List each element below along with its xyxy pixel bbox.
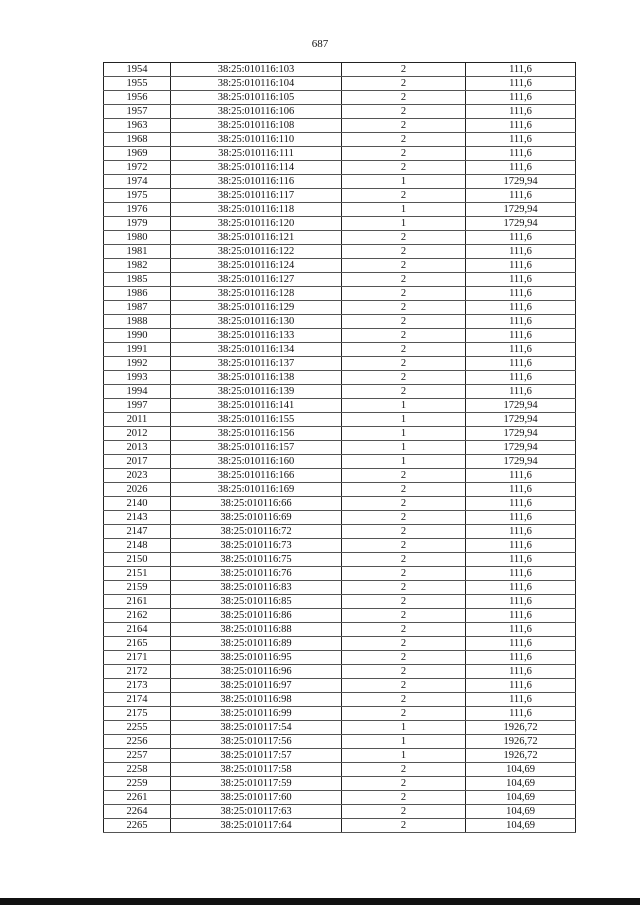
category-cell: 1 [342,721,466,735]
table-row [104,707,576,721]
table-row [104,567,576,581]
row-number-cell: 2174 [104,693,171,707]
table-row [104,679,576,693]
area-cell: 111,6 [466,91,576,105]
area-cell: 111,6 [466,63,576,77]
category-cell: 2 [342,497,466,511]
category-cell: 2 [342,623,466,637]
cadastral-number-cell: 38:25:010117:59 [171,777,342,791]
cadastral-number-cell: 38:25:010116:157 [171,441,342,455]
area-cell: 111,6 [466,609,576,623]
area-cell: 111,6 [466,231,576,245]
row-number-cell: 1986 [104,287,171,301]
category-cell: 2 [342,637,466,651]
area-cell: 111,6 [466,161,576,175]
table-row [104,105,576,119]
area-cell: 111,6 [466,273,576,287]
category-cell: 2 [342,777,466,791]
table-row [104,399,576,413]
category-cell: 1 [342,455,466,469]
row-number-cell: 1974 [104,175,171,189]
category-cell: 1 [342,399,466,413]
area-cell: 111,6 [466,693,576,707]
category-cell: 2 [342,91,466,105]
table-row [104,455,576,469]
category-cell: 2 [342,511,466,525]
area-cell: 111,6 [466,301,576,315]
row-number-cell: 2147 [104,525,171,539]
area-cell: 111,6 [466,581,576,595]
category-cell: 2 [342,385,466,399]
row-number-cell: 1957 [104,105,171,119]
table-row [104,525,576,539]
table-row [104,301,576,315]
table-row [104,385,576,399]
cadastral-number-cell: 38:25:010116:73 [171,539,342,553]
cadastral-number-cell: 38:25:010116:88 [171,623,342,637]
area-cell: 111,6 [466,707,576,721]
table-row [104,217,576,231]
table-row [104,273,576,287]
table-row [104,819,576,833]
category-cell: 2 [342,763,466,777]
category-cell: 1 [342,217,466,231]
cadastral-number-cell: 38:25:010116:97 [171,679,342,693]
area-cell: 111,6 [466,637,576,651]
cadastral-number-cell: 38:25:010116:75 [171,553,342,567]
table-row [104,315,576,329]
category-cell: 1 [342,441,466,455]
table-row [104,749,576,763]
cadastral-number-cell: 38:25:010116:104 [171,77,342,91]
category-cell: 2 [342,679,466,693]
cadastral-number-cell: 38:25:010116:117 [171,189,342,203]
area-cell: 1729,94 [466,217,576,231]
row-number-cell: 1956 [104,91,171,105]
cadastral-number-cell: 38:25:010117:57 [171,749,342,763]
cadastral-number-cell: 38:25:010116:106 [171,105,342,119]
cadastral-number-cell: 38:25:010116:83 [171,581,342,595]
area-cell: 111,6 [466,259,576,273]
cadastral-number-cell: 38:25:010116:108 [171,119,342,133]
category-cell: 2 [342,707,466,721]
cadastral-number-cell: 38:25:010116:169 [171,483,342,497]
area-cell: 111,6 [466,511,576,525]
row-number-cell: 2023 [104,469,171,483]
table-body [104,63,576,833]
area-cell: 111,6 [466,105,576,119]
cadastral-number-cell: 38:25:010116:155 [171,413,342,427]
table-row [104,119,576,133]
table-row [104,329,576,343]
cadastral-number-cell: 38:25:010116:66 [171,497,342,511]
table-row [104,427,576,441]
category-cell: 1 [342,427,466,441]
row-number-cell: 2140 [104,497,171,511]
table-row [104,371,576,385]
row-number-cell: 1994 [104,385,171,399]
category-cell: 2 [342,819,466,833]
cadastral-number-cell: 38:25:010116:133 [171,329,342,343]
cadastral-number-cell: 38:25:010116:166 [171,469,342,483]
table-row [104,539,576,553]
row-number-cell: 2255 [104,721,171,735]
category-cell: 2 [342,63,466,77]
cadastral-number-cell: 38:25:010116:128 [171,287,342,301]
area-cell: 111,6 [466,665,576,679]
area-cell: 111,6 [466,329,576,343]
category-cell: 1 [342,749,466,763]
cadastral-number-cell: 38:25:010116:95 [171,651,342,665]
table-row [104,91,576,105]
area-cell: 104,69 [466,777,576,791]
cadastral-number-cell: 38:25:010116:121 [171,231,342,245]
category-cell: 1 [342,413,466,427]
cadastral-number-cell: 38:25:010117:64 [171,819,342,833]
table-row [104,651,576,665]
category-cell: 2 [342,119,466,133]
table-row [104,805,576,819]
category-cell: 2 [342,693,466,707]
row-number-cell: 2017 [104,455,171,469]
area-cell: 1729,94 [466,455,576,469]
table-row [104,511,576,525]
cadastral-number-cell: 38:25:010116:141 [171,399,342,413]
table-row [104,595,576,609]
area-cell: 111,6 [466,287,576,301]
scan-bottom-edge [0,898,640,905]
row-number-cell: 2259 [104,777,171,791]
row-number-cell: 2264 [104,805,171,819]
category-cell: 2 [342,231,466,245]
cadastral-number-cell: 38:25:010116:156 [171,427,342,441]
category-cell: 2 [342,651,466,665]
row-number-cell: 1992 [104,357,171,371]
area-cell: 111,6 [466,385,576,399]
area-cell: 111,6 [466,343,576,357]
area-cell: 111,6 [466,147,576,161]
category-cell: 2 [342,329,466,343]
table-row [104,147,576,161]
table-row [104,175,576,189]
row-number-cell: 1991 [104,343,171,357]
cadastral-number-cell: 38:25:010117:58 [171,763,342,777]
category-cell: 2 [342,609,466,623]
table-row [104,693,576,707]
area-cell: 111,6 [466,315,576,329]
cadastral-number-cell: 38:25:010116:69 [171,511,342,525]
row-number-cell: 2013 [104,441,171,455]
cadastral-number-cell: 38:25:010116:85 [171,595,342,609]
table-row [104,483,576,497]
table-row [104,413,576,427]
area-cell: 104,69 [466,791,576,805]
category-cell: 1 [342,735,466,749]
category-cell: 2 [342,301,466,315]
category-cell: 2 [342,287,466,301]
category-cell: 2 [342,371,466,385]
table-row [104,721,576,735]
area-cell: 111,6 [466,497,576,511]
cadastral-number-cell: 38:25:010116:99 [171,707,342,721]
cadastral-number-cell: 38:25:010116:76 [171,567,342,581]
area-cell: 111,6 [466,623,576,637]
category-cell: 2 [342,553,466,567]
category-cell: 2 [342,483,466,497]
row-number-cell: 1997 [104,399,171,413]
area-cell: 111,6 [466,595,576,609]
category-cell: 1 [342,203,466,217]
cadastral-number-cell: 38:25:010116:137 [171,357,342,371]
area-cell: 1729,94 [466,413,576,427]
table-row [104,735,576,749]
table-row [104,259,576,273]
table-row [104,343,576,357]
cadastral-number-cell: 38:25:010116:127 [171,273,342,287]
table-row [104,287,576,301]
cadastral-number-cell: 38:25:010116:118 [171,203,342,217]
area-cell: 1926,72 [466,735,576,749]
area-cell: 111,6 [466,553,576,567]
cadastral-number-cell: 38:25:010117:54 [171,721,342,735]
table-row [104,609,576,623]
row-number-cell: 1963 [104,119,171,133]
category-cell: 2 [342,161,466,175]
area-cell: 1729,94 [466,427,576,441]
table-row [104,203,576,217]
table-row [104,777,576,791]
row-number-cell: 1976 [104,203,171,217]
row-number-cell: 1993 [104,371,171,385]
area-cell: 1729,94 [466,175,576,189]
area-cell: 1729,94 [466,203,576,217]
cadastral-number-cell: 38:25:010116:122 [171,245,342,259]
cadastral-number-cell: 38:25:010116:103 [171,63,342,77]
row-number-cell: 1990 [104,329,171,343]
area-cell: 111,6 [466,77,576,91]
cadastral-number-cell: 38:25:010116:86 [171,609,342,623]
row-number-cell: 2012 [104,427,171,441]
category-cell: 2 [342,273,466,287]
row-number-cell: 2256 [104,735,171,749]
row-number-cell: 1954 [104,63,171,77]
row-number-cell: 2150 [104,553,171,567]
cadastral-number-cell: 38:25:010116:120 [171,217,342,231]
cadastral-number-cell: 38:25:010116:96 [171,665,342,679]
data-table [103,62,576,833]
area-cell: 104,69 [466,763,576,777]
table-row [104,133,576,147]
area-cell: 111,6 [466,371,576,385]
area-cell: 1729,94 [466,441,576,455]
category-cell: 2 [342,525,466,539]
row-number-cell: 1972 [104,161,171,175]
row-number-cell: 2162 [104,609,171,623]
row-number-cell: 1987 [104,301,171,315]
row-number-cell: 1982 [104,259,171,273]
area-cell: 111,6 [466,679,576,693]
area-cell: 111,6 [466,189,576,203]
row-number-cell: 1988 [104,315,171,329]
cadastral-number-cell: 38:25:010116:114 [171,161,342,175]
row-number-cell: 2171 [104,651,171,665]
cadastral-number-cell: 38:25:010117:60 [171,791,342,805]
area-cell: 1926,72 [466,749,576,763]
cadastral-number-cell: 38:25:010116:139 [171,385,342,399]
category-cell: 2 [342,189,466,203]
row-number-cell: 2161 [104,595,171,609]
row-number-cell: 2173 [104,679,171,693]
cadastral-number-cell: 38:25:010116:72 [171,525,342,539]
area-cell: 104,69 [466,819,576,833]
table-row [104,763,576,777]
cadastral-number-cell: 38:25:010116:138 [171,371,342,385]
row-number-cell: 1979 [104,217,171,231]
category-cell: 2 [342,343,466,357]
row-number-cell: 1955 [104,77,171,91]
category-cell: 2 [342,581,466,595]
row-number-cell: 2258 [104,763,171,777]
table-row [104,189,576,203]
category-cell: 2 [342,595,466,609]
cadastral-number-cell: 38:25:010116:105 [171,91,342,105]
row-number-cell: 2148 [104,539,171,553]
cadastral-number-cell: 38:25:010116:129 [171,301,342,315]
cadastral-number-cell: 38:25:010116:110 [171,133,342,147]
area-cell: 111,6 [466,567,576,581]
table-row [104,497,576,511]
cadastral-number-cell: 38:25:010116:111 [171,147,342,161]
category-cell: 2 [342,567,466,581]
category-cell: 2 [342,259,466,273]
table-row [104,791,576,805]
category-cell: 2 [342,469,466,483]
category-cell: 2 [342,805,466,819]
table-row [104,665,576,679]
category-cell: 2 [342,665,466,679]
table-row [104,581,576,595]
area-cell: 111,6 [466,525,576,539]
category-cell: 2 [342,105,466,119]
table-row [104,553,576,567]
table-row [104,623,576,637]
area-cell: 111,6 [466,133,576,147]
cadastral-number-cell: 38:25:010116:130 [171,315,342,329]
row-number-cell: 1975 [104,189,171,203]
table-row [104,245,576,259]
area-cell: 111,6 [466,469,576,483]
cadastral-number-cell: 38:25:010116:160 [171,455,342,469]
area-cell: 111,6 [466,119,576,133]
row-number-cell: 2261 [104,791,171,805]
category-cell: 2 [342,539,466,553]
cadastral-number-cell: 38:25:010116:89 [171,637,342,651]
area-cell: 111,6 [466,483,576,497]
area-cell: 111,6 [466,539,576,553]
category-cell: 2 [342,133,466,147]
row-number-cell: 2265 [104,819,171,833]
cadastral-number-cell: 38:25:010116:134 [171,343,342,357]
cadastral-number-cell: 38:25:010116:124 [171,259,342,273]
category-cell: 2 [342,791,466,805]
category-cell: 2 [342,357,466,371]
cadastral-number-cell: 38:25:010116:98 [171,693,342,707]
row-number-cell: 1981 [104,245,171,259]
category-cell: 2 [342,245,466,259]
row-number-cell: 2151 [104,567,171,581]
row-number-cell: 1985 [104,273,171,287]
category-cell: 2 [342,77,466,91]
table-row [104,63,576,77]
table-row [104,161,576,175]
row-number-cell: 2175 [104,707,171,721]
category-cell: 2 [342,147,466,161]
area-cell: 111,6 [466,357,576,371]
table-row [104,357,576,371]
row-number-cell: 2159 [104,581,171,595]
cadastral-number-cell: 38:25:010116:116 [171,175,342,189]
row-number-cell: 2011 [104,413,171,427]
row-number-cell: 1969 [104,147,171,161]
area-cell: 104,69 [466,805,576,819]
cadastral-number-cell: 38:25:010117:63 [171,805,342,819]
row-number-cell: 2257 [104,749,171,763]
area-cell: 111,6 [466,651,576,665]
cadastral-number-cell: 38:25:010117:56 [171,735,342,749]
table-row [104,469,576,483]
row-number-cell: 2172 [104,665,171,679]
table-row [104,231,576,245]
category-cell: 2 [342,315,466,329]
row-number-cell: 2164 [104,623,171,637]
area-cell: 1729,94 [466,399,576,413]
row-number-cell: 2026 [104,483,171,497]
row-number-cell: 1980 [104,231,171,245]
table-row [104,441,576,455]
table-row [104,637,576,651]
row-number-cell: 2143 [104,511,171,525]
category-cell: 1 [342,175,466,189]
row-number-cell: 1968 [104,133,171,147]
row-number-cell: 2165 [104,637,171,651]
area-cell: 1926,72 [466,721,576,735]
area-cell: 111,6 [466,245,576,259]
table-row [104,77,576,91]
page-number: 687 [311,38,329,50]
